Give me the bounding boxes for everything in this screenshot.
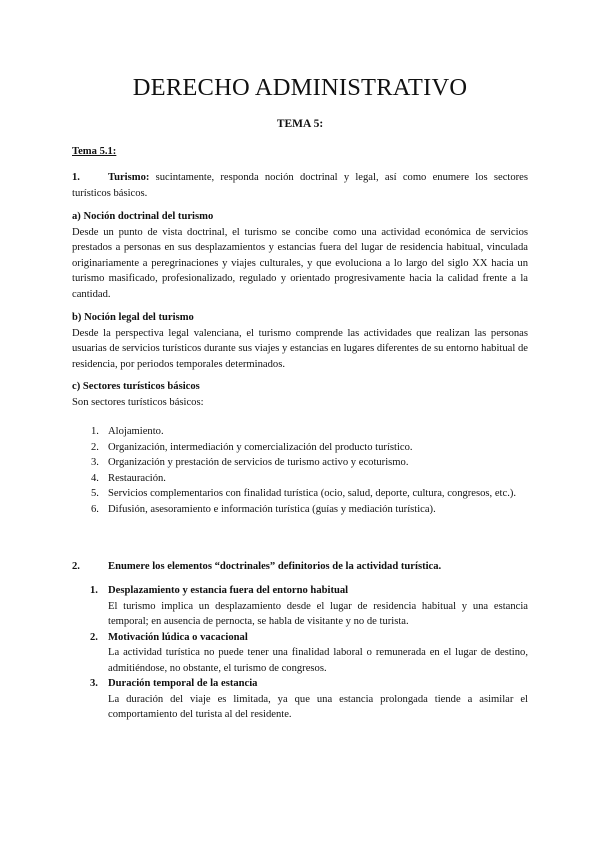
question-1-body: sucintamente, responda noción doctrinal y legal, así como enumere los sectores turísticos básicos. [72, 172, 528, 199]
element-number: 3. [90, 678, 98, 689]
list-item [90, 583, 528, 630]
list-item [72, 424, 528, 440]
element-body: La duración del viaje es limitada, ya que una estancia prolongada tiende a asimilar el comportamiento del turista al del residente. [108, 693, 528, 720]
list-item-text: Restauración. [108, 472, 166, 484]
section-b-heading: b) Noción legal del turismo [72, 312, 194, 323]
section-a-heading: a) Noción doctrinal del turismo [72, 211, 214, 222]
question-2-text: Enumere los elementos “doctrinales” definitorios de la actividad turística. [108, 561, 442, 572]
list-item-number: 4. [91, 472, 99, 484]
list-item [72, 455, 528, 471]
list-item-text: Organización, intermediación y comercialización del producto turístico. [108, 441, 413, 453]
section-a [72, 209, 528, 302]
element-body: El turismo implica un desplazamiento desde el lugar de residencia habitual y una estancia temporal; en ausencia de pernocta, se habla de visitante y no de turista. [108, 600, 528, 627]
list-item-number: 5. [91, 488, 99, 499]
section-c [72, 379, 528, 517]
section-c-intro: Son sectores turísticos básicos: [72, 396, 204, 408]
tema-heading: TEMA 5: [276, 118, 324, 130]
element-title: Desplazamiento y estancia fuera del entorno habitual [108, 585, 349, 596]
list-item [72, 471, 528, 487]
list-item-number: 2. [91, 441, 99, 453]
list-item-number: 1. [91, 426, 99, 437]
list-item-text: Alojamiento. [108, 426, 164, 437]
section-b-body: Desde la perspectiva legal valenciana, el turismo comprende las actividades que realizan las personas usuarias de servicios turísticos durante sus viajes y estancias en lugares diferentes de su entorno habitual de residencia, por periodos temporales determinados. [72, 327, 528, 370]
elements-list [90, 583, 528, 723]
element-title: Motivación lúdica o vacacional [108, 631, 248, 643]
question-1-lead: Turismo: [108, 172, 150, 183]
element-number: 2. [90, 631, 98, 643]
subtema-heading [72, 144, 528, 160]
section-a-body: Desde un punto de vista doctrinal, el turismo se concibe como una actividad económica de servicios prestados a personas en sus desplazamientos y estancias fuera del lugar de residencia habitual, vinculada originariamente a peregrinaciones y viajes culturales, y que evoluciona a lo largo del siglo XX hacia un turismo masificado, profesionalizado, regulado y orientado progresivamente hacia la calidad frente a la cantidad. [72, 226, 528, 300]
question-1-number: 1. [72, 172, 80, 183]
section-c-heading: c) Sectores turísticos básicos [72, 381, 200, 392]
element-number: 1. [90, 585, 98, 596]
document-title: DERECHO ADMINISTRATIVO [132, 74, 468, 101]
list-item [90, 676, 528, 723]
list-item-number: 3. [91, 457, 99, 468]
list-item-text: Difusión, asesoramiento e información turística (guías y mediación turística). [108, 503, 436, 515]
list-item-text: Organización y prestación de servicios de turismo activo y ecoturismo. [108, 457, 409, 468]
element-body: La actividad turística no puede tener una finalidad laboral o remunerada en el lugar de destino, admitiéndose, no obstante, el turismo de congresos. [108, 647, 528, 674]
question-2-number: 2. [72, 561, 80, 572]
section-b [72, 310, 528, 372]
question-1-text [72, 170, 528, 201]
sectors-list [72, 424, 528, 517]
list-item [90, 630, 528, 677]
list-item [72, 502, 528, 518]
list-item-text: Servicios complementarios con finalidad turística (ocio, salud, deporte, cultura, congresos, etc.). [108, 488, 517, 499]
list-item [72, 440, 528, 456]
list-item-number: 6. [91, 503, 99, 515]
list-item [72, 486, 528, 502]
element-title: Duración temporal de la estancia [108, 678, 258, 689]
subtema-label: Tema 5.1: [72, 146, 117, 157]
